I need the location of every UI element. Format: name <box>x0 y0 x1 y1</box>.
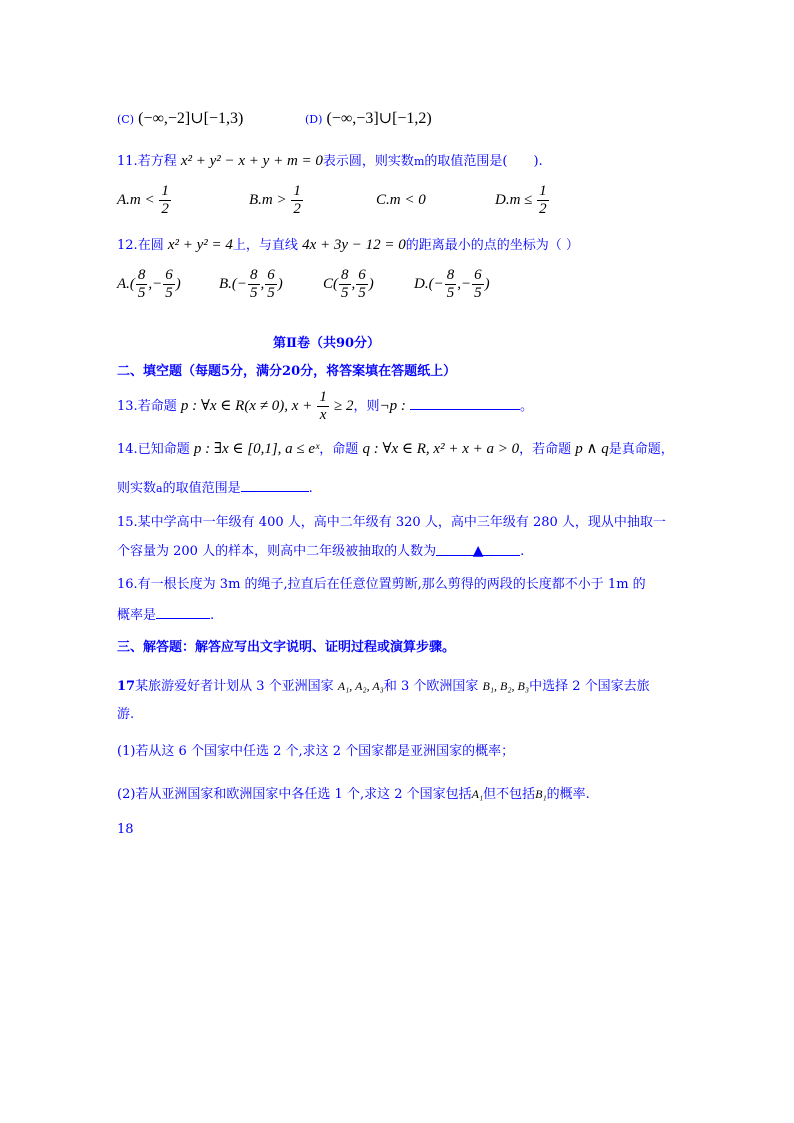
q12-option-c-n1: 8 <box>341 267 349 283</box>
q12-option-a-n2: 6 <box>165 267 173 283</box>
q11-stem <box>117 150 543 170</box>
q17-line2: 游. <box>117 707 135 722</box>
q12-option-b <box>219 268 283 301</box>
q16-answer-blank <box>156 606 210 619</box>
q10-option-d-value: (−∞,−3]∪[−1,2) <box>326 110 432 127</box>
q12-line: 4x + 3y − 12 = 0 <box>302 237 406 253</box>
q13-answer-blank <box>410 397 520 410</box>
q12-option-b-d1: 5 <box>250 285 258 301</box>
q10-option-c-label: (C) <box>117 113 134 126</box>
q12-option-c-d1: 5 <box>341 285 349 301</box>
q16-line1: 16.有一根长度为 3m 的绳子,拉直后在任意位置剪断,那么剪得的两段的长度都不小于 1m 的 <box>117 577 646 592</box>
q11-option-b <box>249 184 304 217</box>
q17-asia: A₁, A₂, A₃ <box>337 679 384 693</box>
q12-option-a-end: ) <box>175 275 181 292</box>
q17-part2-a: (2)若从亚洲国家和欧洲国家中各任选 1 个,求这 2 个国家包括 <box>117 787 472 802</box>
q12-option-a-sep: ,− <box>148 275 163 292</box>
triangle-icon: ▲ <box>472 543 484 559</box>
q12-option-a-label: A.( <box>117 275 135 292</box>
section2-heading: 二、填空题（每题5分，满分20分，将答案填在答题纸上） <box>117 364 457 379</box>
q15-answer-blank <box>436 543 520 559</box>
q12-option-a <box>117 268 181 301</box>
q15-line1: 15.某中学高中一年级有 400 人，高中二年级有 320 人，高中三年级有 280 人，现从中抽取一 <box>117 515 666 530</box>
q12-option-b-sep: , <box>260 275 265 292</box>
q12-option-d-n2: 6 <box>474 267 482 283</box>
q16-end: . <box>210 608 215 623</box>
q12-stem <box>117 234 579 254</box>
q11-option-d-label: D.m ≤ <box>495 191 533 208</box>
q10-option-c-value: (−∞,−2]∪[−1,3) <box>138 110 244 127</box>
q12-option-b-n1: 8 <box>250 267 258 283</box>
q13-stem <box>117 390 533 423</box>
q12-option-d-d2: 5 <box>474 285 482 301</box>
q11-option-d-den: 2 <box>539 201 547 217</box>
q17-part2-c: 的概率. <box>546 787 590 802</box>
q11-option-c <box>376 192 426 209</box>
q16-line2 <box>117 604 214 623</box>
q16-line2-text: 概率是 <box>117 608 157 623</box>
q12-option-d <box>414 268 490 301</box>
q17-part1: (1)若从这 6 个国家中任选 2 个,求这 2 个国家都是亚洲国家的概率； <box>117 744 515 759</box>
q14-pq: p ∧ q <box>575 441 609 457</box>
q12-option-c <box>323 268 374 301</box>
q12-option-b-n2: 6 <box>267 267 275 283</box>
q12-circle: x² + y² = 4 <box>167 237 233 253</box>
q17-text-b: 和 3 个欧洲国家 <box>383 679 479 694</box>
q17-part2 <box>117 783 590 802</box>
q14-text-b: ，命题 <box>319 442 359 457</box>
q14-line2-a: 则实数 <box>117 481 157 496</box>
q17-stem <box>117 675 650 694</box>
q12-option-c-label: C( <box>323 275 338 292</box>
q12-option-b-end: ) <box>277 275 283 292</box>
q14-var: a <box>156 482 163 495</box>
q14-q: q : ∀x ∈ R, x² + x + a > 0 <box>362 441 520 457</box>
q15-line2-text: 个容量为 200 人的样本，则高中二年级被抽取的人数为 <box>117 544 437 559</box>
q12-option-d-n1: 8 <box>446 267 455 283</box>
q11-option-b-den: 2 <box>293 201 301 217</box>
q12-option-d-end: ) <box>484 275 490 292</box>
q13-text-b: ，则 <box>353 399 380 414</box>
q12-option-d-sep: ,− <box>457 275 472 292</box>
q12-option-c-end: ) <box>368 275 374 292</box>
q11-var: m <box>413 155 425 168</box>
q12-option-a-n1: 8 <box>137 267 146 283</box>
q17-a1: A₁ <box>471 787 484 801</box>
q11-text-b: 表示圆，则实数 <box>322 154 414 169</box>
q18-number: 18 <box>117 822 134 837</box>
q13-frac-num: 1 <box>319 389 327 405</box>
q12-text-b: 上，与直线 <box>232 238 298 253</box>
q12-option-a-d2: 5 <box>165 285 173 301</box>
q11-option-b-num: 1 <box>293 183 301 199</box>
q13-end: 。 <box>520 399 534 414</box>
q11-option-c-label: C.m < 0 <box>376 192 426 208</box>
q17-b1: B₁ <box>535 787 547 801</box>
q11-option-d <box>495 184 550 217</box>
q14-line2 <box>117 477 313 496</box>
q11-option-a-num: 1 <box>161 183 169 199</box>
q10-option-d <box>305 108 432 128</box>
q13-prop: p : ∀x ∈ R(x ≠ 0), x + <box>180 398 313 414</box>
q13-text-a: 若命题 <box>137 399 177 414</box>
q13-neg: ¬p : <box>379 398 406 414</box>
q12-option-d-d1: 5 <box>446 285 455 301</box>
q14-text-c: ，若命题 <box>519 442 572 457</box>
q12-option-c-sep: , <box>351 275 356 292</box>
section3-heading: 三、解答题：解答应写出文字说明、证明过程或演算步骤。 <box>117 640 456 655</box>
q14-stem <box>117 438 674 458</box>
q12-text-a: 在圆 <box>137 238 164 253</box>
q13-number: 13. <box>117 399 138 414</box>
q14-answer-blank <box>241 479 309 492</box>
q14-line2-b: 的取值范围是 <box>162 481 241 496</box>
part2-title: 第Ⅱ卷（共90分） <box>273 336 381 351</box>
q12-text-c: 的距离最小的点的坐标为（ ） <box>405 238 579 253</box>
q11-equation: x² + y² − x + y + m = 0 <box>180 153 323 169</box>
q17-part2-b: 但不包括 <box>483 787 536 802</box>
q11-option-b-label: B.m > <box>249 191 287 208</box>
q12-option-b-label: B.(− <box>219 275 248 292</box>
q11-option-d-num: 1 <box>539 183 547 199</box>
q17-text-c: 中选择 2 个国家去旅 <box>529 679 650 694</box>
q11-text-a: 若方程 <box>137 154 177 169</box>
q11-option-a <box>117 184 172 217</box>
q17-text-a: 某旅游爱好者计划从 3 个亚洲国家 <box>135 679 334 694</box>
q12-option-d-label: D.(− <box>414 275 444 292</box>
q10-option-d-label: (D) <box>305 113 323 126</box>
q11-option-a-den: 2 <box>161 201 169 217</box>
q14-end: . <box>308 481 313 496</box>
q11-text-c: 的取值范围是( ). <box>424 154 543 169</box>
q12-option-b-d2: 5 <box>267 285 275 301</box>
q14-p: p : ∃x ∈ [0,1], a ≤ eˣ <box>193 441 320 457</box>
q14-text-a: 已知命题 <box>137 442 190 457</box>
q12-option-a-d1: 5 <box>137 285 146 301</box>
q11-option-a-label: A.m < <box>117 191 155 208</box>
q13-ineq: ≥ 2 <box>334 398 354 414</box>
q13-frac-den: x <box>319 407 327 423</box>
q17-europe: B₁, B₂, B₃ <box>482 679 530 693</box>
q15-line2 <box>117 540 524 559</box>
q12-option-c-d2: 5 <box>358 285 366 301</box>
q12-number: 12. <box>117 238 138 253</box>
q15-end: . <box>520 544 525 559</box>
q14-number: 14. <box>117 442 138 457</box>
q12-option-c-n2: 6 <box>358 267 366 283</box>
q11-number: 11. <box>117 154 138 169</box>
q17-number: 17 <box>117 679 136 694</box>
q14-text-d: 是真命题， <box>608 442 674 457</box>
q10-option-c <box>117 108 243 128</box>
